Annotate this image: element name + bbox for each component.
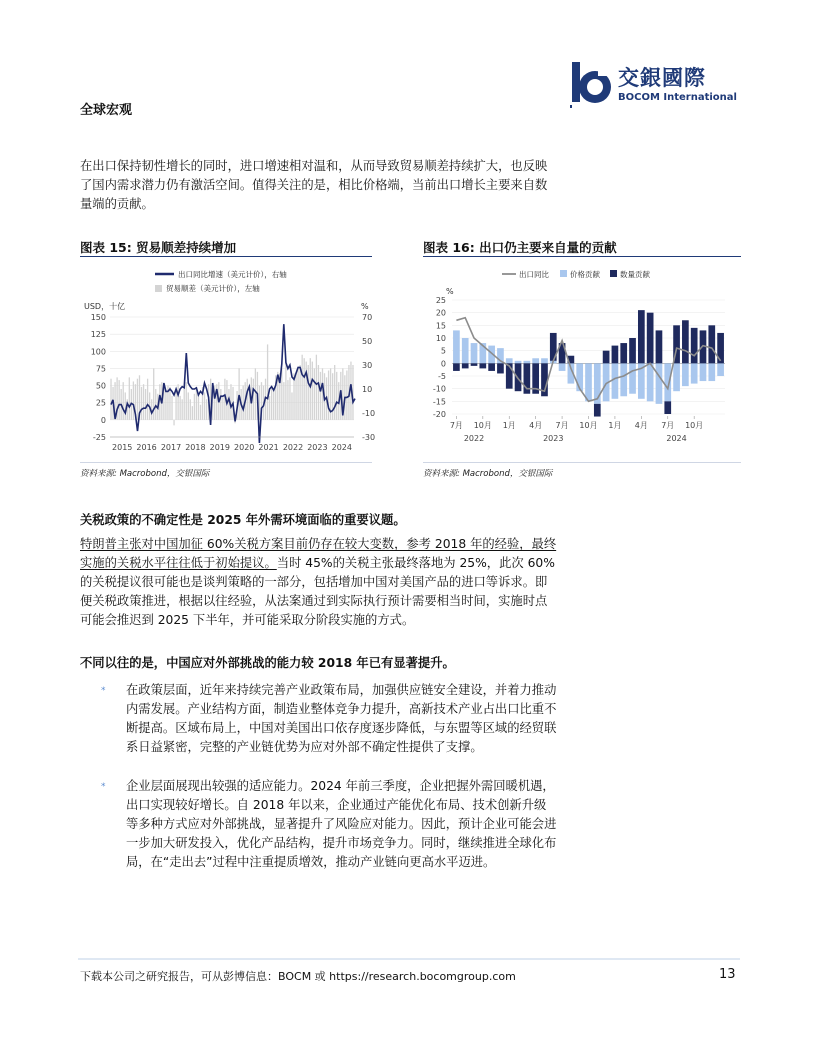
quantity-contribution-bar — [620, 343, 627, 363]
surplus-bar — [222, 396, 223, 420]
surplus-bar — [171, 396, 172, 420]
price-contribution-bar — [708, 363, 715, 381]
left-axis-tick-label: 25 — [95, 398, 106, 408]
x-axis-tick-label: 2016 — [136, 443, 157, 452]
x-axis-tick-label: 7月 — [449, 421, 463, 430]
left-axis-tick-label: -25 — [92, 433, 106, 442]
y-axis-tick-label: -5 — [438, 372, 446, 381]
price-contribution-bar — [664, 363, 671, 401]
price-contribution-bar — [541, 358, 548, 363]
quantity-contribution-bar — [497, 363, 504, 373]
right-axis-tick-label: 50 — [362, 337, 373, 346]
surplus-bar — [125, 392, 126, 419]
x-axis-tick-label: 1月 — [608, 421, 622, 430]
quantity-contribution-bar — [479, 363, 486, 368]
trade-surplus-chart — [78, 262, 378, 460]
tariff-paragraph — [80, 535, 558, 630]
x-axis-tick-label: 2023 — [307, 443, 328, 452]
x-axis-year-label: 2024 — [666, 434, 687, 443]
price-contribution-bar — [656, 363, 663, 404]
left-axis-tick-label: 125 — [90, 330, 106, 340]
surplus-bar — [118, 380, 119, 420]
y-axis-tick-label: 15 — [435, 321, 446, 331]
surplus-bar — [269, 396, 270, 420]
surplus-bar — [182, 399, 183, 420]
x-axis-tick-label: 2017 — [160, 443, 182, 452]
surplus-bar — [175, 391, 176, 420]
y-axis-tick-label: -10 — [432, 384, 446, 394]
x-axis-tick-label: 7月 — [661, 421, 675, 430]
price-contribution-bar — [673, 363, 680, 391]
surplus-bar — [198, 394, 199, 420]
right-axis-tick-label: 30 — [362, 361, 373, 370]
price-contribution-bar — [717, 363, 724, 376]
quantity-contribution-bar — [691, 328, 698, 363]
price-contribution-bar — [532, 358, 539, 363]
x-axis-tick-label: 10月 — [473, 421, 492, 430]
surplus-bar — [318, 365, 319, 420]
figure-16-source: 资料来源: Macrobond，交银国际 — [423, 469, 553, 479]
quantity-contribution-bar — [594, 404, 601, 417]
quantity-contribution-bar — [647, 313, 654, 364]
x-axis-tick-label: 7月 — [555, 421, 569, 430]
surplus-bar — [153, 368, 154, 419]
price-contribution-bar — [629, 363, 636, 393]
figure-16-source-rule — [423, 462, 741, 463]
export-contribution-chart — [420, 262, 742, 460]
legend-label: 数量贡献 — [620, 270, 650, 279]
quantity-contribution-bar — [629, 338, 636, 363]
x-axis-tick-label: 2021 — [258, 443, 279, 452]
x-axis-tick-label: 2024 — [331, 443, 352, 452]
figure-15-source: 资料来源: Macrobond，交银国际 — [80, 469, 210, 479]
surplus-bar — [141, 387, 142, 420]
tariff-paragraph-rest: 当时 45%的关税主张最终落地为 25%，此次 60%的关税提议很可能也是谈判策略的一部分，包括增加中国对美国产品的进口等诉求。即便关税政策推进，根据以往经验，从法案通过到实际执行预计需要相当时间，实施时点可能会推迟到 2025 下半年，并可能采取分阶段实施的方式。 — [80, 556, 555, 627]
surplus-bar — [155, 389, 156, 420]
y-axis-unit: % — [446, 287, 454, 296]
surplus-bar — [312, 362, 313, 420]
surplus-bar — [243, 386, 244, 420]
surplus-bar — [179, 396, 180, 420]
policy-bullet-item: 在政策层面，近年来持续完善产业政策布局，加强供应链安全建设，并着力推动内需发展。产业结构方面，制造业整体竞争力提升，高新技术产业占出口比重不断提高。区域布局上，中国对美国出口依存度逐步降低，与东盟等区域的经贸联系日益紧密，完整的产业链优势为应对外部不确定性提供了支撑。 — [126, 683, 557, 754]
price-contribution-bar — [620, 363, 627, 396]
surplus-bar — [304, 358, 305, 420]
right-axis-unit: % — [361, 302, 369, 311]
surplus-bar — [147, 379, 148, 420]
figure-15-title-rule — [80, 256, 372, 257]
quantity-contribution-bar — [462, 363, 469, 368]
price-contribution-bar — [612, 363, 619, 398]
surplus-bar — [346, 370, 347, 419]
quantity-contribution-bar — [471, 363, 478, 366]
surplus-bar — [336, 372, 337, 420]
right-axis-tick-label: -30 — [362, 433, 376, 442]
logo-chinese-name: 交銀國際 — [618, 66, 706, 90]
price-contribution-bar — [700, 363, 707, 381]
quantity-contribution-bar — [664, 401, 671, 414]
legend-price-swatch — [560, 270, 567, 277]
surplus-bar — [297, 368, 298, 419]
surplus-bar — [196, 389, 197, 420]
x-axis-tick-label: 10月 — [579, 421, 598, 430]
bocom-logo-mark-icon — [570, 60, 614, 108]
quantity-contribution-bar — [682, 320, 689, 363]
surplus-bar — [310, 358, 311, 420]
price-contribution-bar — [453, 330, 460, 363]
price-contribution-bar — [682, 363, 689, 386]
surplus-bar — [165, 391, 166, 420]
right-axis-tick-label: -10 — [362, 409, 376, 418]
surplus-bar — [287, 380, 288, 420]
quantity-contribution-bar — [708, 325, 715, 363]
surplus-bar — [295, 372, 296, 420]
footer-text: 下载本公司之研究报告，可从彭博信息：BOCM 或 https://research.bocomgroup.com — [80, 970, 516, 983]
surplus-bar — [220, 389, 221, 420]
surplus-bar — [184, 389, 185, 420]
surplus-bar — [143, 384, 144, 420]
surplus-bar — [308, 365, 309, 420]
surplus-bar — [200, 405, 201, 420]
y-axis-tick-label: 10 — [435, 334, 446, 343]
legend-quantity-swatch — [610, 270, 617, 277]
quantity-contribution-bar — [656, 330, 663, 363]
legend-label: 出口同比 — [519, 270, 549, 279]
surplus-bar — [299, 365, 300, 420]
resilience-heading: 不同以往的是，中国应对外部挑战的能力较 2018 年已有显著提升。 — [80, 656, 455, 670]
x-axis-tick-label: 2018 — [185, 443, 206, 452]
x-axis-tick-label: 2015 — [112, 443, 133, 452]
price-contribution-bar — [515, 361, 522, 364]
surplus-bar — [186, 382, 187, 420]
surplus-bar — [289, 377, 290, 420]
surplus-bar — [123, 382, 124, 420]
legend-label: 价格贡献 — [570, 270, 600, 279]
price-contribution-bar — [471, 343, 478, 363]
figure-15-title: 图表 15: 贸易顺差持续增加 — [80, 240, 237, 255]
price-contribution-bar — [585, 363, 592, 401]
left-axis-tick-label: 50 — [95, 381, 106, 391]
surplus-bar — [281, 368, 282, 419]
surplus-bar — [169, 387, 170, 420]
left-axis-tick-label: 75 — [95, 364, 106, 374]
left-axis-tick-label: 100 — [90, 347, 106, 357]
surplus-bar — [271, 386, 272, 420]
surplus-bar — [320, 372, 321, 420]
quantity-contribution-bar — [612, 346, 619, 364]
x-axis-year-label: 2022 — [463, 434, 485, 443]
x-axis-tick-label: 4月 — [634, 421, 648, 430]
surplus-bar — [334, 365, 335, 420]
figure-15-source-rule — [80, 462, 372, 463]
surplus-bar — [285, 362, 286, 420]
price-contribution-bar — [524, 361, 531, 364]
surplus-bar — [273, 389, 274, 420]
surplus-bar — [332, 373, 333, 420]
surplus-bar — [267, 344, 268, 419]
y-axis-tick-label: 0 — [440, 359, 446, 369]
y-axis-tick-label: -15 — [432, 397, 446, 407]
legend-label: 出口同比增速（美元计价），右轴 — [178, 270, 287, 279]
legend-bar-swatch — [155, 285, 162, 292]
surplus-bar — [314, 368, 315, 419]
surplus-bar — [192, 406, 193, 420]
left-axis-unit: USD，十亿 — [84, 302, 126, 311]
price-contribution-bar — [462, 338, 469, 363]
surplus-bar — [110, 379, 111, 420]
surplus-bar — [228, 389, 229, 420]
tariff-paragraph-underlined: 特朗普主张对中国加征 60%关税方案目前仍存在较大变数，参考 2018 年的经验，最终实施的关税水平往往低于初始提议。 — [80, 537, 557, 570]
surplus-bar — [255, 368, 256, 419]
section-title: 全球宏观 — [80, 103, 133, 118]
figure-16-title-rule — [423, 256, 741, 257]
footer-rule — [78, 958, 740, 960]
surplus-bar — [291, 392, 292, 419]
y-axis-tick-label: 20 — [435, 308, 446, 318]
surplus-bar — [194, 394, 195, 420]
surplus-bar — [283, 382, 284, 420]
price-contribution-bar — [506, 358, 513, 363]
price-contribution-bar — [559, 363, 566, 371]
surplus-bar — [133, 381, 134, 419]
surplus-bar — [190, 399, 191, 420]
intro-paragraph: 在出口保持韧性增长的同时，进口增速相对温和，从而导致贸易顺差持续扩大，也反映了国内需求潜力仍有激活空间。值得关注的是，相比价格端，当前出口增长主要来自数量端的贡献。 — [80, 159, 548, 211]
y-axis-tick-label: -20 — [432, 410, 446, 419]
left-axis-tick-label: 150 — [90, 313, 106, 322]
surplus-bar — [173, 420, 174, 425]
surplus-bar — [328, 370, 329, 419]
page-number: 13 — [719, 967, 736, 982]
surplus-bar — [253, 379, 254, 420]
legend-label: 贸易顺差（美元计价），左轴 — [166, 284, 260, 293]
logo-english-name: BOCOM International — [618, 92, 737, 103]
surplus-bar — [137, 379, 138, 420]
x-axis-tick-label: 2022 — [282, 443, 304, 452]
x-axis-tick-label: 2019 — [209, 443, 230, 452]
enterprise-bullet-item: 企业层面展现出较强的适应能力。2024 年前三季度，企业把握外需回暖机遇，出口实现较好增长。自 2018 年以来，企业通过产能优化布局、技术创新升级等多种方式应对外部挑战，显著提升了风险应对能力。因此，预计企业可能会进一步加大研发投入，优化产品结构，提升市场竞争力。同时，继续推进全球化布局，在“走出去”过程中注重提质增效，推动产业链向更高水平迈进。 — [126, 779, 557, 869]
quantity-contribution-bar — [453, 363, 460, 371]
surplus-bar — [301, 355, 302, 420]
quantity-contribution-bar — [603, 351, 610, 364]
tariff-heading: 关税政策的不确定性是 2025 年外需环境面临的重要议题。 — [80, 513, 406, 527]
surplus-bar — [206, 399, 207, 420]
price-contribution-bar — [647, 363, 654, 401]
surplus-bar — [177, 384, 178, 420]
x-axis-year-label: 2023 — [543, 434, 564, 443]
bullet-marker: * — [101, 686, 106, 696]
figure-16-title: 图表 16: 出口仍主要来自量的贡献 — [423, 240, 617, 255]
quantity-contribution-bar — [638, 310, 645, 363]
surplus-bar — [129, 377, 130, 420]
y-axis-tick-label: 5 — [440, 346, 446, 356]
quantity-contribution-bar — [488, 363, 495, 371]
x-axis-tick-label: 1月 — [502, 421, 516, 430]
bullet-marker: * — [101, 782, 106, 792]
right-axis-tick-label: 70 — [362, 313, 373, 322]
left-axis-tick-label: 0 — [100, 415, 106, 425]
surplus-bar — [188, 392, 189, 419]
surplus-bar — [204, 392, 205, 419]
x-axis-tick-label: 4月 — [529, 421, 543, 430]
x-axis-tick-label: 10月 — [685, 421, 704, 430]
surplus-bar — [247, 379, 248, 420]
x-axis-tick-label: 2020 — [234, 443, 255, 452]
price-contribution-bar — [691, 363, 698, 383]
bocom-logo — [570, 60, 745, 108]
surplus-bar — [145, 389, 146, 420]
surplus-bar — [316, 355, 317, 420]
surplus-bar — [322, 368, 323, 419]
y-axis-tick-label: 25 — [435, 296, 446, 305]
surplus-bar — [238, 368, 239, 419]
right-axis-tick-label: 10 — [362, 385, 373, 394]
